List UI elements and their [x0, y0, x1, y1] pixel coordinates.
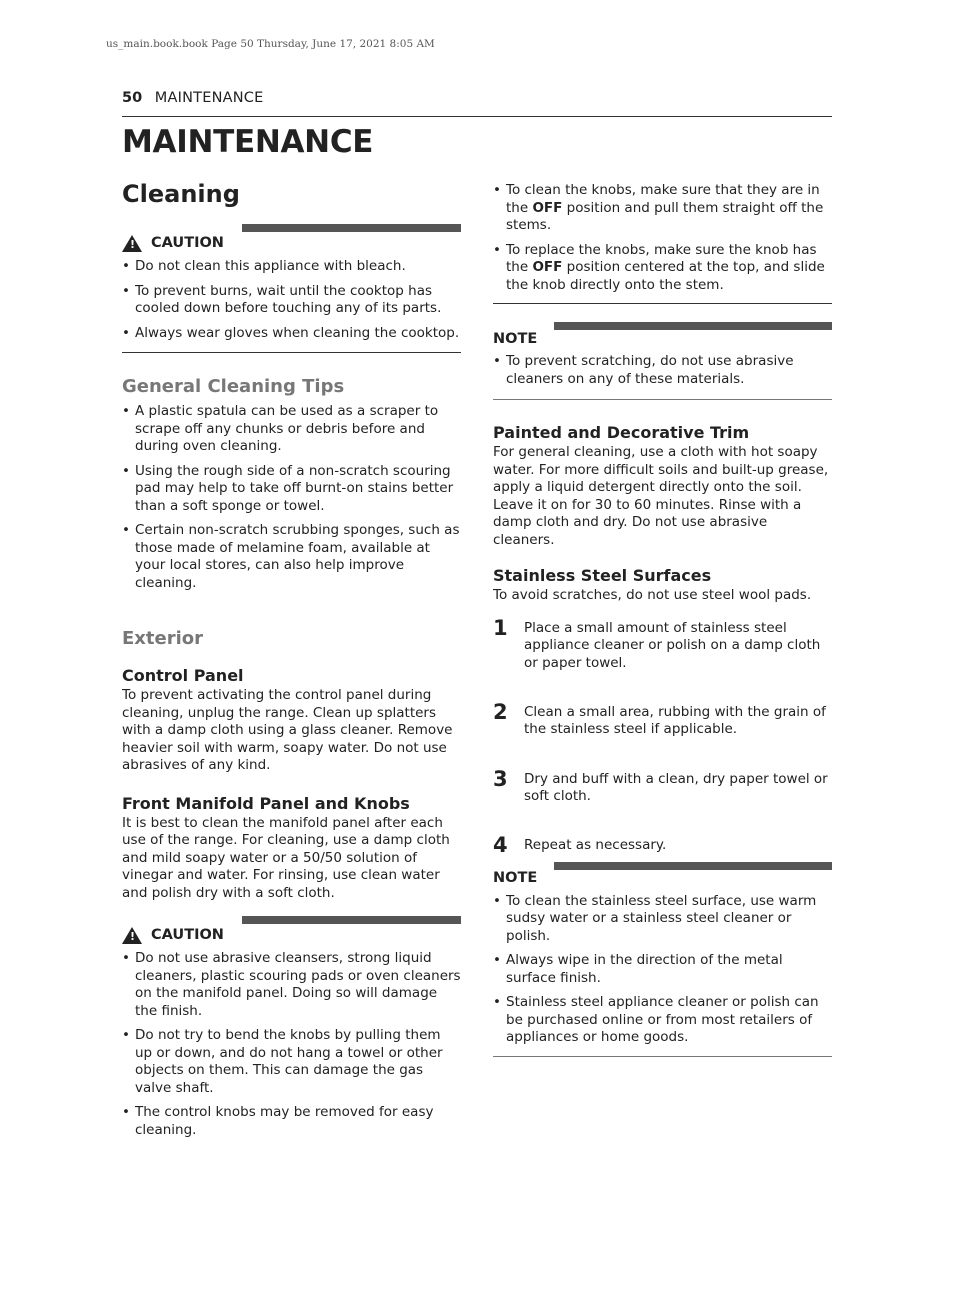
step-2	[493, 701, 832, 768]
step-number: 2	[493, 699, 508, 724]
step-1	[493, 617, 832, 701]
caution-box	[122, 944, 461, 1139]
knob-item: • To replace the knobs, make sure the knob has the OFF position centered at the top, and slide the knob directly onto the stem.	[493, 242, 832, 295]
caution-bar	[242, 916, 461, 924]
note-label: NOTE	[493, 870, 538, 886]
note-bar	[554, 862, 832, 870]
step-text: Dry and buff with a clean, dry paper towel or soft cloth.	[524, 770, 828, 804]
note-box-header	[493, 862, 832, 888]
warning-icon: !	[122, 927, 142, 944]
page-title: MAINTENANCE	[122, 124, 374, 160]
caution-bar	[242, 224, 461, 232]
caution-box-header	[122, 916, 461, 944]
caution-item: • Do not clean this appliance with bleach.	[122, 258, 461, 276]
caution-item: • To prevent burns, wait until the cooktop has cooled down before touching any of its parts.	[122, 283, 461, 318]
step-text: Place a small amount of stainless steel appliance cleaner or polish on a damp cloth or paper towel.	[524, 619, 821, 671]
step-3	[493, 768, 832, 834]
stainless-heading: Stainless Steel Surfaces	[493, 566, 712, 585]
note-item: • To prevent scratching, do not use abrasive cleaners on any of these materials.	[493, 353, 832, 388]
step-number: 1	[493, 615, 508, 640]
print-meta-line: us_main.book.book Page 50 Thursday, June 17, 2021 8:05 AM	[106, 38, 435, 50]
step-text: Clean a small area, rubbing with the grain of the stainless steel if applicable.	[524, 703, 826, 737]
painted-trim-text: For general cleaning, use a cloth with hot soapy water. For more difficult soils and built-up grease, apply a liquid detergent directly onto the soil. Leave it on for 30 to 60 minutes. Rinse with a damp cloth and dry. Do not use abrasive cleaners.	[493, 444, 829, 548]
knob-instructions	[493, 182, 832, 304]
knob-item: • To clean the knobs, make sure that they are in the OFF position and pull them straight off the stems.	[493, 182, 832, 235]
right-column	[493, 182, 832, 1057]
note-item: • Stainless steel appliance cleaner or polish can be purchased online or from most retailers of appliances or home goods.	[493, 994, 832, 1047]
caution-box	[122, 252, 461, 353]
cleaning-heading: Cleaning	[122, 180, 240, 208]
note-label: NOTE	[493, 330, 538, 347]
general-tips-list	[122, 403, 461, 592]
note-bar	[554, 322, 832, 330]
caution-label: CAUTION	[151, 234, 224, 251]
caution-item: • Do not use abrasive cleansers, strong liquid cleaners, plastic scouring pads or oven cleaners on the manifold panel. Doing so will damage the finish.	[122, 950, 461, 1020]
tip-item: • A plastic spatula can be used as a scraper to scrape off any chunks or debris before and during oven cleaning.	[122, 403, 461, 456]
caution-box-header	[122, 224, 461, 252]
step-number: 4	[493, 832, 508, 857]
step-4	[493, 834, 832, 862]
note-item: • Always wipe in the direction of the metal surface finish.	[493, 952, 832, 987]
warning-icon: !	[122, 235, 142, 252]
caution-item: • The control knobs may be removed for easy cleaning.	[122, 1104, 461, 1139]
caution-item: • Always wear gloves when cleaning the cooktop.	[122, 325, 461, 343]
painted-trim-heading: Painted and Decorative Trim	[493, 423, 750, 442]
front-manifold-heading: Front Manifold Panel and Knobs	[122, 793, 410, 813]
control-panel-text: To prevent activating the control panel during cleaning, unplug the range. Clean up splatters with a damp cloth using a glass cleaner. Remove heavier soil with warm, soapy water. Do not use abrasives of any kind.	[122, 687, 453, 773]
caution-label: CAUTION	[151, 926, 224, 943]
step-text: Repeat as necessary.	[524, 836, 667, 853]
front-manifold-text: It is best to clean the manifold panel after each use of the range. For cleaning, use a damp cloth and mild soapy water or a 50/50 solution of vinegar and water. For rinsing, use clean water and polish dry with a soft cloth.	[122, 814, 450, 901]
left-column	[122, 178, 461, 1146]
general-tips-heading: General Cleaning Tips	[122, 376, 345, 397]
note-item: • To clean the stainless steel surface, use warm sudsy water or a stainless steel cleaner or polish.	[493, 893, 832, 946]
note-box	[493, 888, 832, 1057]
exterior-heading: Exterior	[122, 628, 204, 649]
caution-item: • Do not try to bend the knobs by pulling them up or down, and do not hang a towel or other objects on them. This can damage the gas valve shaft.	[122, 1027, 461, 1097]
control-panel-heading: Control Panel	[122, 666, 244, 685]
header-section: MAINTENANCE	[154, 90, 264, 106]
tip-item: • Certain non-scratch scrubbing sponges, such as those made of melamine foam, available at your local stores, can also help improve cleaning.	[122, 522, 461, 592]
step-number: 3	[493, 766, 508, 791]
page-number: 50	[122, 90, 143, 106]
stainless-intro: To avoid scratches, do not use steel wool pads.	[493, 587, 812, 603]
running-header	[122, 90, 832, 117]
note-box-header	[493, 322, 832, 348]
tip-item: • Using the rough side of a non-scratch scouring pad may help to take off burnt-on stains better than a soft sponge or towel.	[122, 463, 461, 516]
note-box	[493, 348, 832, 400]
